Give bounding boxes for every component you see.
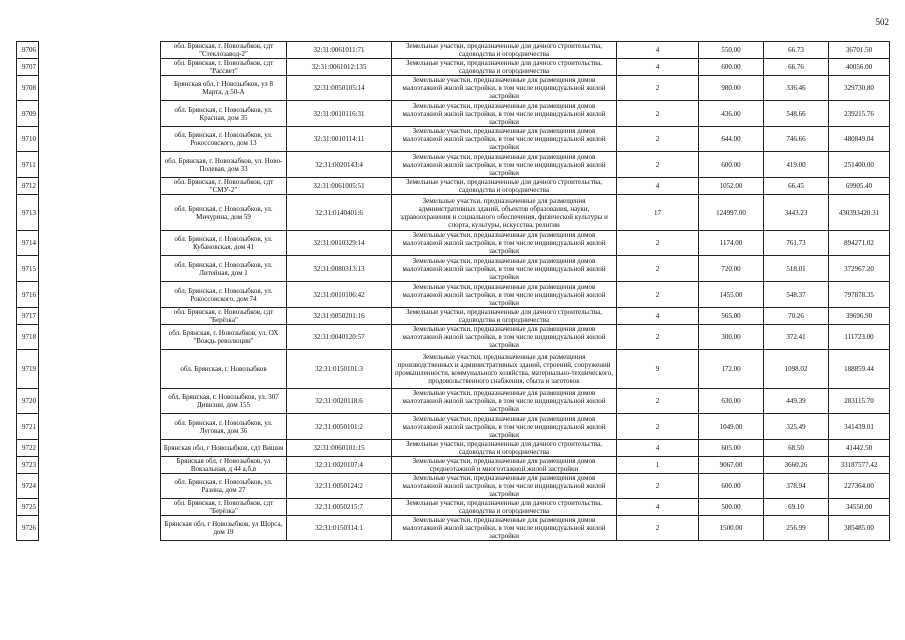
table-row — [17, 152, 890, 178]
cadastral-value-cell: 797878.35 — [829, 282, 890, 308]
specific-value-cell: 69.10 — [764, 499, 829, 516]
table-row — [17, 178, 890, 195]
cadastral-number-cell: 32:31:0060101:15 — [287, 440, 392, 457]
group-cell: 1 — [617, 457, 699, 474]
address-cell: Брянская обл, г Новозыбков, ул Щорса, дом 19 — [161, 516, 287, 541]
row-spacer — [39, 256, 161, 282]
specific-value-cell: 3660.26 — [764, 457, 829, 474]
specific-value-cell: 419.00 — [764, 152, 829, 178]
group-cell: 2 — [617, 101, 699, 127]
table-row — [17, 127, 890, 152]
address-cell: обл. Брянская, г. Новозыбков, ул. Литейная, дом 1 — [161, 256, 287, 282]
area-cell: 1500.00 — [699, 516, 764, 541]
cadastral-number-cell: 32:31:0061011:71 — [287, 42, 392, 59]
area-cell: 9067.00 — [699, 457, 764, 474]
area-cell: 1455.00 — [699, 282, 764, 308]
group-cell: 4 — [617, 308, 699, 325]
group-cell: 2 — [617, 389, 699, 414]
cadastral-value-cell: 430393420.31 — [829, 195, 890, 231]
table-row — [17, 282, 890, 308]
area-cell: 630.00 — [699, 389, 764, 414]
land-purpose-cell: Земельные участки, предназначенные для размещения домов малоэтажной жилой застройки, в том числе индивидуальной жилой застройки — [392, 389, 617, 414]
cadastral-value-cell: 33187577.42 — [829, 457, 890, 474]
row-number: 9716 — [17, 282, 39, 308]
table-row — [17, 76, 890, 101]
specific-value-cell: 66.76 — [764, 59, 829, 76]
area-cell: 436.00 — [699, 101, 764, 127]
row-number: 9723 — [17, 457, 39, 474]
address-cell: обл. Брянская, г. Новозыбков, ул. Луговая, дом 36 — [161, 414, 287, 440]
land-purpose-cell: Земельные участки, предназначенные для дачного строительства, садоводства и огородничества — [392, 59, 617, 76]
address-cell: обл. Брянская, г. Новозыбков, ул. Рокоссовского, дом 13 — [161, 127, 287, 152]
row-spacer — [39, 457, 161, 474]
row-spacer — [39, 414, 161, 440]
group-cell: 2 — [617, 516, 699, 541]
group-cell: 4 — [617, 42, 699, 59]
row-spacer — [39, 308, 161, 325]
cadastral-value-cell: 188859.44 — [829, 350, 890, 389]
area-cell: 980.00 — [699, 76, 764, 101]
address-cell: обл. Брянская, г. Новозыбков, ул. ОХ "Вождь революции" — [161, 325, 287, 350]
row-number: 9709 — [17, 101, 39, 127]
address-cell: обл. Брянская, г. Новозыбков, ул. Кубановская, дом 41 — [161, 231, 287, 256]
cadastral-number-cell: 32:31:0061012:135 — [287, 59, 392, 76]
area-cell: 600.00 — [699, 152, 764, 178]
land-purpose-cell: Земельные участки, предназначенные для дачного строительства, садоводства и огородничества — [392, 308, 617, 325]
specific-value-cell: 3443.23 — [764, 195, 829, 231]
table-row — [17, 457, 890, 474]
address-cell: обл. Брянская, г. Новозыбков, ул. Рокоссовского, дом 74 — [161, 282, 287, 308]
row-number: 9726 — [17, 516, 39, 541]
row-spacer — [39, 282, 161, 308]
address-cell: обл. Брянская, г. Новозыбков, сдт "Стеклозавод-2" — [161, 42, 287, 59]
cadastral-number-cell: 32:31:0050215:7 — [287, 499, 392, 516]
address-cell: обл. Брянская, г. Новозыбков, ул. Ново-Полевая, дом 33 — [161, 152, 287, 178]
area-cell: 172.00 — [699, 350, 764, 389]
group-cell: 4 — [617, 178, 699, 195]
cadastral-value-cell: 480849.04 — [829, 127, 890, 152]
table-row — [17, 256, 890, 282]
cadastral-value-cell: 283115.70 — [829, 389, 890, 414]
area-cell: 124997.00 — [699, 195, 764, 231]
area-cell: 644.00 — [699, 127, 764, 152]
land-purpose-cell: Земельные участки, предназначенные для размещения домов малоэтажной жилой застройки, в том числе индивидуальной жилой застройки — [392, 256, 617, 282]
table-row — [17, 231, 890, 256]
area-cell: 550.00 — [699, 42, 764, 59]
group-cell: 2 — [617, 152, 699, 178]
row-spacer — [39, 350, 161, 389]
land-purpose-cell: Земельные участки, предназначенные для размещения домов среднеэтажной и многоэтажной жилой застройки — [392, 457, 617, 474]
row-number: 9713 — [17, 195, 39, 231]
cadastral-number-cell: 32:31:0061005:51 — [287, 178, 392, 195]
group-cell: 2 — [617, 127, 699, 152]
group-cell: 2 — [617, 325, 699, 350]
address-cell: Брянская обл, г Новозыбков, ул Вокзальная, д 44 а,б,в — [161, 457, 287, 474]
row-number: 9725 — [17, 499, 39, 516]
row-spacer — [39, 195, 161, 231]
row-spacer — [39, 76, 161, 101]
cadastral-number-cell: 32:31:0150314:1 — [287, 516, 392, 541]
specific-value-cell: 548.37 — [764, 282, 829, 308]
row-number: 9722 — [17, 440, 39, 457]
area-cell: 605.00 — [699, 440, 764, 457]
address-cell: обл. Брянская, г. Новозыбков, сдт "Берёзка" — [161, 499, 287, 516]
row-spacer — [39, 474, 161, 499]
specific-value-cell: 761.73 — [764, 231, 829, 256]
cadastral-number-cell: 32:31:0010114:11 — [287, 127, 392, 152]
row-number: 9714 — [17, 231, 39, 256]
address-cell: обл. Брянская, г. Новозыбков, ул. Мичурина, дом 59 — [161, 195, 287, 231]
cadastral-number-cell: 32:31:0020143:4 — [287, 152, 392, 178]
specific-value-cell: 325.49 — [764, 414, 829, 440]
cadastral-number-cell: 32:31:0050201:16 — [287, 308, 392, 325]
row-number: 9715 — [17, 256, 39, 282]
land-purpose-cell: Земельные участки, предназначенные для размещения домов малоэтажной жилой застройки, в том числе индивидуальной жилой застройки — [392, 152, 617, 178]
table-row — [17, 414, 890, 440]
land-purpose-cell: Земельные участки, предназначенные для размещения домов малоэтажной жилой застройки, в том числе индивидуальной жилой застройки — [392, 231, 617, 256]
cadastral-value-cell: 239215.76 — [829, 101, 890, 127]
cadastral-value-cell: 341439.01 — [829, 414, 890, 440]
area-cell: 600.00 — [699, 59, 764, 76]
cadastral-value-cell: 251400.00 — [829, 152, 890, 178]
page-number: 502 — [875, 17, 889, 27]
cadastral-number-cell: 32:31:0080313:13 — [287, 256, 392, 282]
area-cell: 1049.00 — [699, 414, 764, 440]
cadastral-number-cell: 32:31:0040120:57 — [287, 325, 392, 350]
land-purpose-cell: Земельные участки, предназначенные для размещения производственных и административных зданий, строений, сооружений промышленности, коммунального хозяйства, материально-технического, продовольственного снабжения, сбыта и заготовок — [392, 350, 617, 389]
row-number: 9706 — [17, 42, 39, 59]
address-cell: обл. Брянская, г. Новозыбков, сдт "СМУ-2" — [161, 178, 287, 195]
table-row — [17, 195, 890, 231]
group-cell: 2 — [617, 256, 699, 282]
cadastral-value-cell: 894271.02 — [829, 231, 890, 256]
address-cell: обл. Брянская, г. Новозыбков, ул. Разина, дом 27 — [161, 474, 287, 499]
cadastral-value-cell: 36701.50 — [829, 42, 890, 59]
cadastral-number-cell: 32:31:0050124:2 — [287, 474, 392, 499]
table-row — [17, 42, 890, 59]
row-spacer — [39, 499, 161, 516]
row-spacer — [39, 152, 161, 178]
specific-value-cell: 1098.02 — [764, 350, 829, 389]
cadastral-value-cell: 372967.20 — [829, 256, 890, 282]
cadastral-value-cell: 69905.40 — [829, 178, 890, 195]
land-purpose-cell: Земельные участки, предназначенные для размещения домов малоэтажной жилой застройки, в том числе индивидуальной жилой застройки — [392, 474, 617, 499]
land-purpose-cell: Земельные участки, предназначенные для размещения домов малоэтажной жилой застройки, в том числе индивидуальной жилой застройки — [392, 414, 617, 440]
table-row — [17, 308, 890, 325]
row-number: 9717 — [17, 308, 39, 325]
specific-value-cell: 336.46 — [764, 76, 829, 101]
cadastral-number-cell: 32:31:0140401:6 — [287, 195, 392, 231]
area-cell: 1052.00 — [699, 178, 764, 195]
specific-value-cell: 449.39 — [764, 389, 829, 414]
group-cell: 2 — [617, 76, 699, 101]
land-purpose-cell: Земельные участки, предназначенные для размещения домов малоэтажной жилой застройки, в том числе индивидуальной жилой застройки — [392, 76, 617, 101]
row-spacer — [39, 101, 161, 127]
land-purpose-cell: Земельные участки, предназначенные для размещения домов малоэтажной жилой застройки, в том числе индивидуальной жилой застройки — [392, 127, 617, 152]
area-cell: 1174.00 — [699, 231, 764, 256]
address-cell: обл. Брянская, г. Новозыбков — [161, 350, 287, 389]
land-purpose-cell: Земельные участки, предназначенные для дачного строительства, садоводства и огородничества — [392, 440, 617, 457]
group-cell: 4 — [617, 440, 699, 457]
table-row — [17, 516, 890, 541]
row-number: 9707 — [17, 59, 39, 76]
land-purpose-cell: Земельные участки, предназначенные для размещения административных зданий, объектов образования, науки, здравоохранения и социального обеспечения, физической культуры и спорта, культуры, искусства, религии — [392, 195, 617, 231]
address-cell: обл. Брянская, г. Новозыбков, сдт "Берёзка" — [161, 308, 287, 325]
specific-value-cell: 518.01 — [764, 256, 829, 282]
group-cell: 2 — [617, 474, 699, 499]
row-spacer — [39, 127, 161, 152]
cadastral-table — [16, 41, 890, 541]
group-cell: 9 — [617, 350, 699, 389]
specific-value-cell: 70.26 — [764, 308, 829, 325]
cadastral-value-cell: 385485.00 — [829, 516, 890, 541]
group-cell: 4 — [617, 59, 699, 76]
address-cell: Брянская обл, г Новозыбков, ул 8 Марта, д 50-А — [161, 76, 287, 101]
table-row — [17, 59, 890, 76]
table-row — [17, 499, 890, 516]
land-purpose-cell: Земельные участки, предназначенные для размещения домов малоэтажной жилой застройки, в том числе индивидуальной жилой застройки — [392, 325, 617, 350]
specific-value-cell: 68.50 — [764, 440, 829, 457]
cadastral-value-cell: 39696.90 — [829, 308, 890, 325]
group-cell: 2 — [617, 282, 699, 308]
group-cell: 2 — [617, 231, 699, 256]
row-spacer — [39, 42, 161, 59]
cadastral-number-cell: 32:31:0050105:14 — [287, 76, 392, 101]
table-row — [17, 325, 890, 350]
group-cell: 4 — [617, 499, 699, 516]
cadastral-value-cell: 34550.00 — [829, 499, 890, 516]
table-row — [17, 389, 890, 414]
land-purpose-cell: Земельные участки, предназначенные для дачного строительства, садоводства и огородничества — [392, 42, 617, 59]
land-purpose-cell: Земельные участки, предназначенные для дачного строительства, садоводства и огородничества — [392, 499, 617, 516]
cadastral-number-cell: 32:31:0010116:31 — [287, 101, 392, 127]
cadastral-number-cell: 32:31:0010329:14 — [287, 231, 392, 256]
group-cell: 2 — [617, 414, 699, 440]
row-spacer — [39, 325, 161, 350]
specific-value-cell: 548.66 — [764, 101, 829, 127]
cadastral-number-cell: 32:31:0020118:6 — [287, 389, 392, 414]
row-number: 9718 — [17, 325, 39, 350]
row-spacer — [39, 440, 161, 457]
area-cell: 600.00 — [699, 474, 764, 499]
area-cell: 720.00 — [699, 256, 764, 282]
cadastral-number-cell: 32:31:0150101:3 — [287, 350, 392, 389]
row-number: 9710 — [17, 127, 39, 152]
cadastral-number-cell: 32:31:0050101:2 — [287, 414, 392, 440]
land-purpose-cell: Земельные участки, предназначенные для размещения домов малоэтажной жилой застройки, в том числе индивидуальной жилой застройки — [392, 101, 617, 127]
cadastral-value-cell: 41442.50 — [829, 440, 890, 457]
row-number: 9720 — [17, 389, 39, 414]
cadastral-value-cell: 40056.00 — [829, 59, 890, 76]
address-cell: обл. Брянская, г. Новозыбков, сдт "Рассвет" — [161, 59, 287, 76]
area-cell: 300.00 — [699, 325, 764, 350]
address-cell: обл. Брянская, г. Новозыбков, ул. Красная, дом 35 — [161, 101, 287, 127]
cadastral-value-cell: 227364.00 — [829, 474, 890, 499]
land-purpose-cell: Земельные участки, предназначенные для дачного строительства, садоводства и огородничества — [392, 178, 617, 195]
land-purpose-cell: Земельные участки, предназначенные для размещения домов малоэтажной жилой застройки, в том числе индивидуальной жилой застройки — [392, 516, 617, 541]
specific-value-cell: 746.66 — [764, 127, 829, 152]
row-number: 9711 — [17, 152, 39, 178]
cadastral-number-cell: 32:31:0020107:4 — [287, 457, 392, 474]
area-cell: 500.00 — [699, 499, 764, 516]
group-cell: 17 — [617, 195, 699, 231]
table-row — [17, 350, 890, 389]
row-number: 9719 — [17, 350, 39, 389]
row-spacer — [39, 389, 161, 414]
specific-value-cell: 378.94 — [764, 474, 829, 499]
row-number: 9712 — [17, 178, 39, 195]
specific-value-cell: 372.41 — [764, 325, 829, 350]
row-spacer — [39, 178, 161, 195]
specific-value-cell: 66.45 — [764, 178, 829, 195]
area-cell: 565.00 — [699, 308, 764, 325]
row-number: 9721 — [17, 414, 39, 440]
row-number: 9724 — [17, 474, 39, 499]
cadastral-value-cell: 329730.80 — [829, 76, 890, 101]
cadastral-number-cell: 32:31:0010106:42 — [287, 282, 392, 308]
row-number: 9708 — [17, 76, 39, 101]
land-purpose-cell: Земельные участки, предназначенные для размещения домов малоэтажной жилой застройки, в том числе индивидуальной жилой застройки — [392, 282, 617, 308]
address-cell: Брянская обл, г Новозыбков, сдт Вишня — [161, 440, 287, 457]
table-row — [17, 101, 890, 127]
table-row — [17, 474, 890, 499]
table-row — [17, 440, 890, 457]
row-spacer — [39, 516, 161, 541]
cadastral-value-cell: 111723.00 — [829, 325, 890, 350]
row-spacer — [39, 231, 161, 256]
specific-value-cell: 66.73 — [764, 42, 829, 59]
row-spacer — [39, 59, 161, 76]
specific-value-cell: 256.99 — [764, 516, 829, 541]
address-cell: обл. Брянская, г. Новозыбков, ул. 307 Дивизии, дом 155 — [161, 389, 287, 414]
